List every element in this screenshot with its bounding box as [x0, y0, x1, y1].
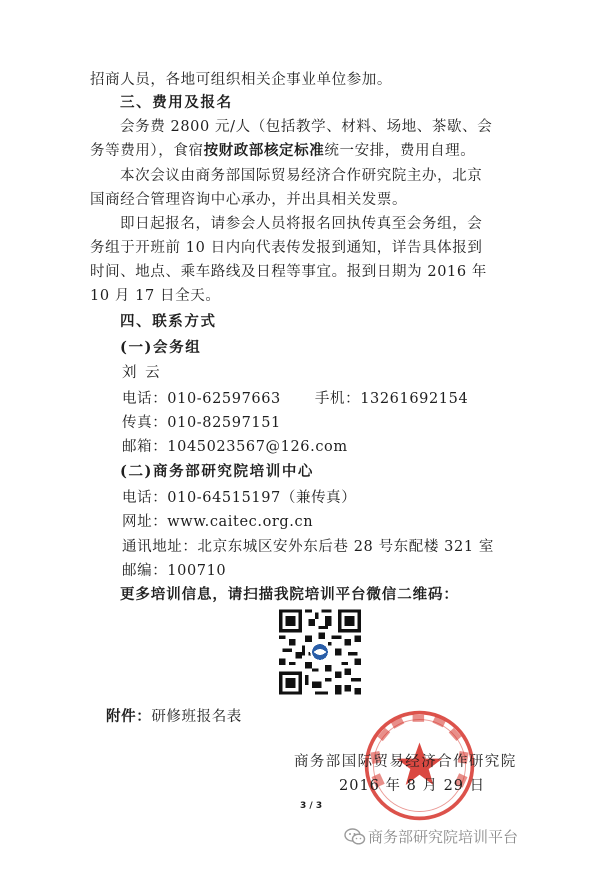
body-line: 即日起报名，请参会人员将报名回执传真至会务组，会: [120, 216, 483, 232]
watermark-text: 商务部研究院培训平台: [368, 828, 519, 846]
subsection-heading-office: (一)会务组: [120, 339, 202, 356]
page-number: 3 / 3: [300, 801, 323, 811]
contact-phone-line: [122, 389, 468, 409]
section-heading-contact: 四、联系方式: [120, 313, 217, 330]
body-text: 务等费用），食宿: [90, 143, 204, 159]
body-line: 务组于开班前 10 日内向代表传发报到通知，详告具体报到: [90, 240, 483, 256]
wechat-icon: [344, 828, 366, 846]
email-address: 邮箱：1045023567@126.com: [122, 439, 348, 455]
attachment-value: 研修班报名表: [151, 709, 242, 725]
body-line: 招商人员，各地可组织相关企事业单位参加。: [90, 72, 392, 88]
fax-number: 传真：010-82597151: [122, 415, 281, 431]
attachment-label: 附件：: [106, 708, 152, 725]
mailing-address: 通讯地址：北京东城区安外东后巷 28 号东配楼 321 室: [122, 539, 494, 555]
subsection-heading-training-center: (二)商务部研究院培训中心: [120, 463, 315, 480]
body-line: [90, 141, 475, 161]
body-line: 会务费 2800 元/人（包括教学、材料、场地、茶歇、会: [120, 119, 493, 135]
contact-name: 刘 云: [122, 365, 162, 381]
website-url: 网址：www.caitec.org.cn: [122, 514, 314, 530]
body-line: 时间、地点、乘车路线及日程等事宜。报到日期为 2016 年: [90, 264, 488, 280]
section-heading-fees: 三、费用及报名: [120, 94, 233, 111]
attachment-line: [106, 707, 242, 727]
qr-prompt: 更多培训信息，请扫描我院培训平台微信二维码：: [120, 586, 459, 603]
postal-code: 邮编：100710: [122, 563, 227, 579]
phone-number: 电话：010-62597663: [122, 391, 281, 407]
mobile-number: 手机：13261692154: [314, 391, 469, 407]
body-line: 10 月 17 日全天。: [90, 288, 221, 304]
wechat-qr-code-icon: [279, 609, 361, 695]
organization-signature: 商务部国际贸易经济合作研究院: [294, 754, 517, 770]
emphasis-text: 按财政部核定标准: [203, 142, 325, 159]
body-line: 国商经合管理咨询中心承办，并出具相关发票。: [90, 192, 408, 208]
body-text: 统一安排，费用自理。: [324, 143, 476, 159]
signature-date: 2016 年 8 月 29 日: [339, 778, 486, 794]
body-line: 本次会议由商务部国际贸易经济合作研究院主办，北京: [120, 168, 483, 184]
phone-number: 电话：010-64515197（兼传真）: [122, 490, 357, 506]
